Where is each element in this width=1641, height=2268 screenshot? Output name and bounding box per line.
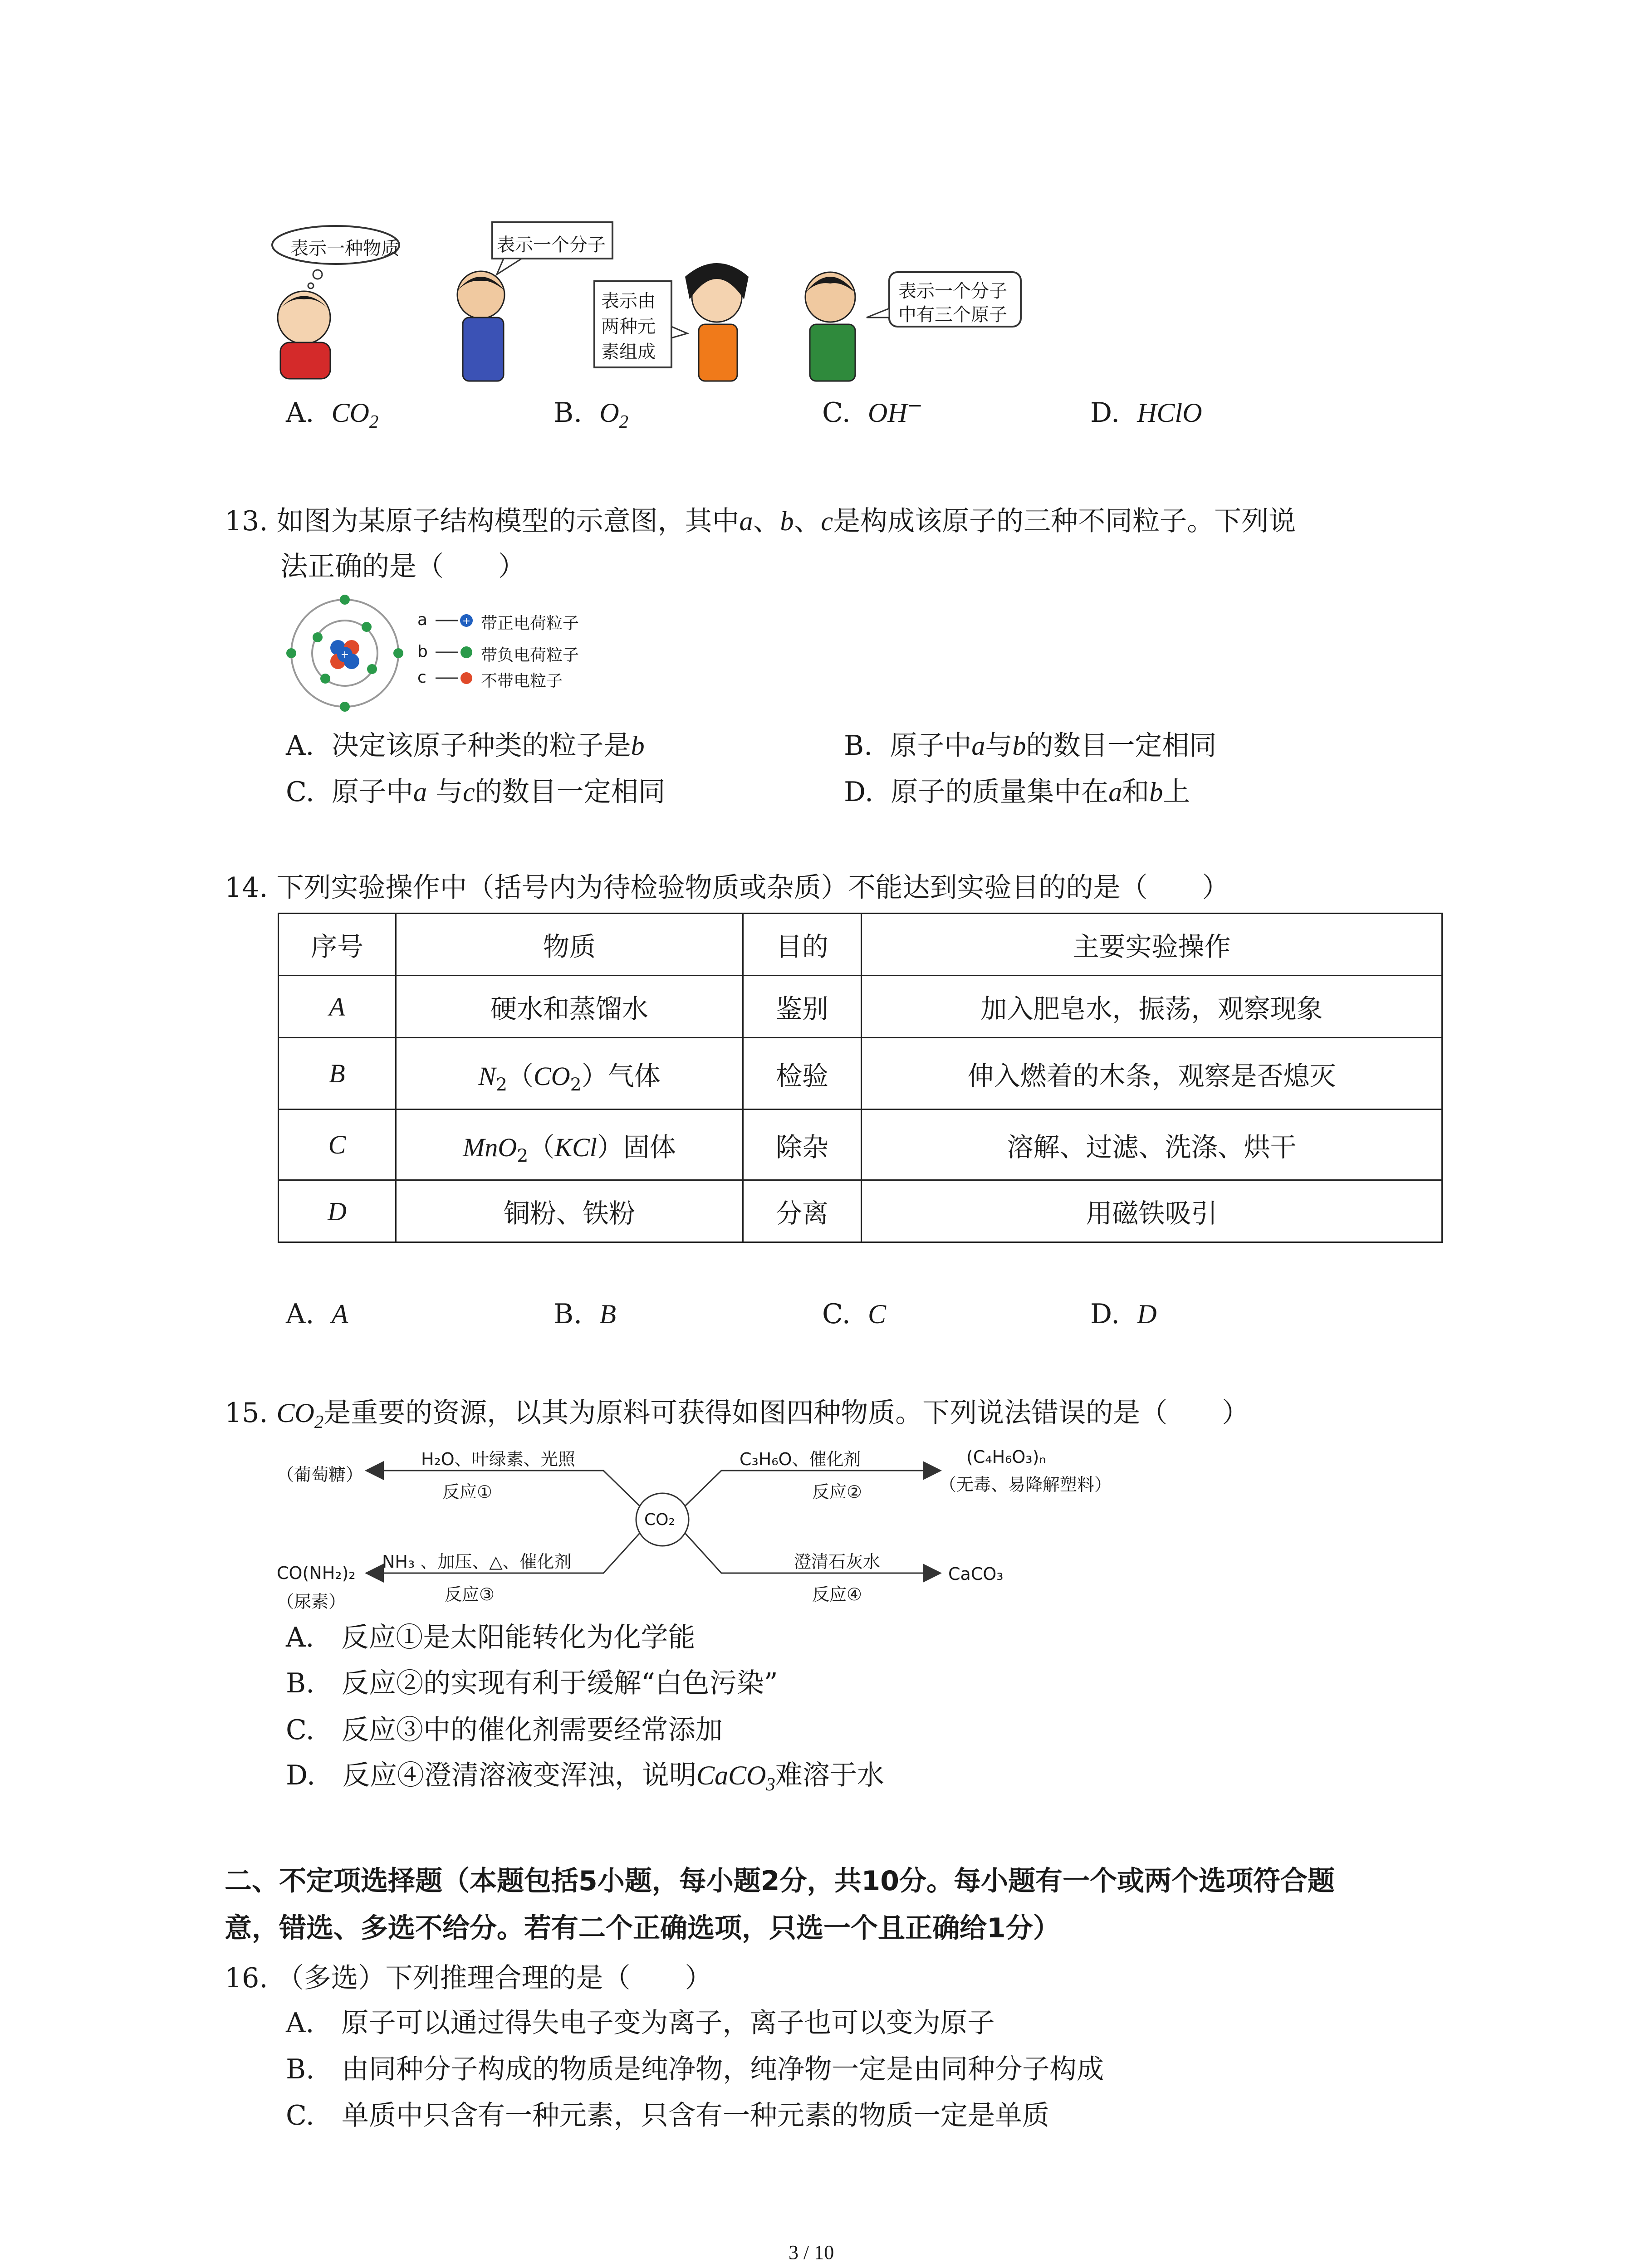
q12-option-d: D. HClO: [1090, 397, 1202, 429]
row-operation: 溶解、过滤、洗涤、烘干: [862, 1110, 1442, 1180]
bubble-text-3a: 表示由: [601, 291, 656, 312]
table-row: [279, 976, 1442, 1038]
q16-option-a: A. 原子可以通过得失电子变为离子，离子也可以变为原子: [286, 2007, 995, 2039]
q16-stem: 16. （多选）下列推理合理的是（ ）: [225, 1962, 712, 1994]
bubble-text-3c: 素组成: [601, 342, 656, 362]
svg-text:+: +: [462, 616, 471, 627]
q15-option-d: D. 反应④澄清溶液变浑浊，说明CaCO$_3$难溶于水: [286, 1760, 884, 1795]
co2-reaction-diagram: [277, 1442, 1166, 1615]
q12-cartoon: [268, 213, 1048, 386]
q16-option-c: C. 单质中只含有一种元素，只含有一种元素的物质一定是单质: [286, 2100, 1049, 2131]
table-row: [279, 1038, 1442, 1110]
header-substance: 物质: [396, 914, 743, 976]
r2-product: (C₄H₆O₃)ₙ: [966, 1447, 1046, 1467]
row-substance: 硬水和蒸馏水: [396, 976, 743, 1038]
q13-option-c: C. 原子中a 与c的数目一定相同: [286, 776, 666, 808]
q13-option-b: B. 原子中a与b的数目一定相同: [844, 730, 1217, 762]
q14-option-b: B. B: [554, 1298, 616, 1330]
r2-conditions: C₃H₆O、催化剂: [740, 1449, 861, 1469]
r4-label: 反应④: [812, 1584, 862, 1604]
header-operation: 主要实验操作: [862, 914, 1442, 976]
row-substance: MnO$_2$（KCl）固体: [396, 1110, 743, 1180]
row-id: B: [279, 1038, 396, 1110]
diagram-center-co2: CO₂: [644, 1510, 675, 1529]
q14-stem: 14. 下列实验操作中（括号内为待检验物质或杂质）不能达到实验目的的是（ ）: [225, 872, 1230, 904]
r4-product: CaCO₃: [948, 1564, 1004, 1584]
r3-conditions: NH₃ 、加压、△、催化剂: [382, 1552, 572, 1572]
electron: [320, 674, 330, 684]
table-row: [279, 1180, 1442, 1242]
q12-option-b: B. $O_2$: [554, 397, 629, 432]
row-id: D: [279, 1180, 396, 1242]
row-substance: 铜粉、铁粉: [396, 1180, 743, 1242]
bubble-text-4b: 中有三个原子: [898, 304, 1007, 325]
electron: [393, 648, 403, 658]
bubble-text-4a: 表示一个分子: [898, 281, 1007, 302]
row-operation: 加入肥皂水，振荡，观察现象: [862, 976, 1442, 1038]
q13-option-a: A. 决定该原子种类的粒子是b: [286, 730, 645, 762]
bubble-text-1: 表示一种物质: [290, 238, 399, 259]
row-purpose: 检验: [743, 1038, 862, 1110]
r1-conditions: H₂O、叶绿素、光照: [421, 1449, 575, 1469]
section-2-heading-line1: 二、不定项选择题（本题包括5小题，每小题2分，共10分。每小题有一个或两个选项符合题: [225, 1865, 1335, 1897]
row-purpose: 除杂: [743, 1110, 862, 1180]
table-row: [279, 1110, 1442, 1180]
row-id: A: [279, 976, 396, 1038]
electron: [340, 702, 350, 712]
legend-key-c: c: [417, 668, 426, 687]
reaction-arrows: [277, 1442, 1166, 1615]
legend-text-a: 带正电荷粒子: [481, 614, 579, 633]
q14-option-d: D. D: [1090, 1298, 1157, 1330]
r3-label: 反应③: [445, 1584, 495, 1604]
row-purpose: 分离: [743, 1180, 862, 1242]
electron: [286, 648, 296, 658]
legend-text-b: 带负电荷粒子: [481, 646, 579, 665]
legend-key-a: a: [417, 611, 428, 629]
r4-conditions: 澄清石灰水: [794, 1552, 881, 1572]
q14-table: [278, 913, 1443, 1243]
q15-stem: 15. $CO_2$是重要的资源，以其为原料可获得如图四种物质。下列说法错误的是（ ）: [225, 1397, 1249, 1432]
r3-note: （尿素）: [277, 1592, 346, 1612]
header-purpose: 目的: [743, 914, 862, 976]
q13-stem-line2: 法正确的是（ ）: [280, 551, 525, 582]
q14-option-c: C. C: [822, 1298, 887, 1330]
row-id: C: [279, 1110, 396, 1180]
svg-text:+: +: [340, 649, 349, 660]
atom-model-figure: [281, 594, 599, 712]
legend-key-b: b: [417, 642, 428, 661]
row-operation: 用磁铁吸引: [862, 1180, 1442, 1242]
page-number: 3 / 10: [789, 2241, 834, 2263]
q14-option-a: A. A: [286, 1298, 348, 1330]
q13-option-d: D. 原子的质量集中在a和b上: [844, 776, 1190, 808]
q15-option-a: A. 反应①是太阳能转化为化学能: [286, 1622, 696, 1653]
q12-option-c: C. OH−: [822, 394, 923, 429]
q12-option-a: A. $CO_2$: [286, 397, 379, 432]
q15-option-c: C. 反应③中的催化剂需要经常添加: [286, 1714, 723, 1746]
r1-label: 反应①: [442, 1482, 493, 1502]
electron: [340, 595, 350, 605]
electron: [367, 664, 377, 674]
row-substance: $N_2(CO_2)$气体: [396, 1038, 743, 1110]
r1-product: （葡萄糖）: [277, 1465, 363, 1485]
r3-product: CO(NH₂)₂: [277, 1563, 356, 1583]
q15-option-b: B. 反应②的实现有利于缓解“白色污染”: [286, 1667, 778, 1699]
legend-text-c: 不带电粒子: [481, 672, 563, 690]
row-operation: 伸入燃着的木条，观察是否熄灭: [862, 1038, 1442, 1110]
table-header-row: [279, 914, 1442, 976]
q13-stem-line1: 13. 如图为某原子结构模型的示意图，其中a、b、c是构成该原子的三种不同粒子。下列说: [225, 505, 1296, 537]
section-2-heading-line2: 意，错选、多选不给分。若有二个正确选项，只选一个且正确给1分）: [225, 1912, 1060, 1944]
q16-option-b: B. 由同种分子构成的物质是纯净物，纯净物一定是由同种分子构成: [286, 2053, 1104, 2085]
electron: [313, 632, 323, 642]
bubble-text-3b: 两种元: [601, 316, 656, 337]
electron: [362, 622, 372, 632]
row-purpose: 鉴别: [743, 976, 862, 1038]
header-id: 序号: [279, 914, 396, 976]
r2-note: （无毒、易降解塑料）: [939, 1475, 1112, 1495]
bubble-text-2: 表示一个分子: [497, 235, 606, 255]
r2-label: 反应②: [812, 1482, 862, 1502]
